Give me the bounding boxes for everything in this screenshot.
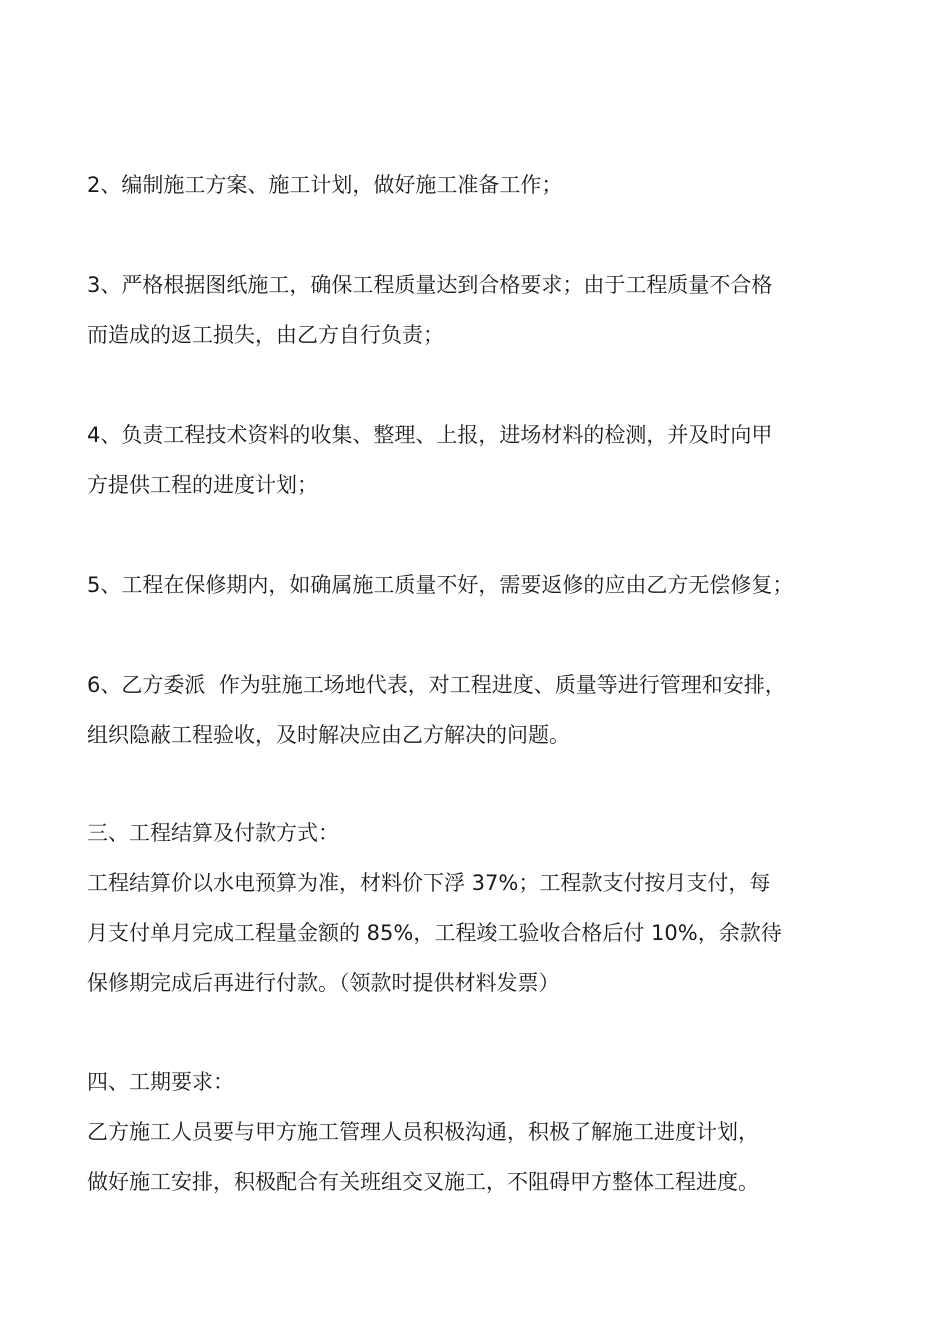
section-3-line-2: 月支付单月完成工程量金额的 85%，工程竣工验收合格后付 10%，余款待 xyxy=(87,921,782,945)
clause-2-line-1: 2、编制施工方案、施工计划，做好施工准备工作； xyxy=(87,173,563,197)
clause-3-line-2: 而造成的返工损失，由乙方自行负责； xyxy=(87,323,444,347)
clause-4-line-2: 方提供工程的进度计划； xyxy=(87,473,318,497)
section-3-line-1: 工程结算价以水电预算为准，材料价下浮 37%；工程款支付按月支付，每 xyxy=(87,871,771,895)
clause-6-line-1: 6、乙方委派 作为驻施工场地代表，对工程进度、质量等进行管理和安排， xyxy=(87,673,786,697)
section-3-heading: 三、工程结算及付款方式： xyxy=(87,821,339,845)
clause-2 xyxy=(87,160,887,210)
clause-6 xyxy=(87,660,887,760)
clause-5 xyxy=(87,560,887,610)
section-3-line-3: 保修期完成后再进行付款。（领款时提供材料发票） xyxy=(87,971,560,995)
section-4-heading: 四、工期要求： xyxy=(87,1070,234,1094)
clause-5-line-1: 5、工程在保修期内，如确属施工质量不好，需要返修的应由乙方无偿修复； xyxy=(87,573,794,597)
clause-6-line-2: 组织隐蔽工程验收，及时解决应由乙方解决的问题。 xyxy=(87,723,570,747)
clause-3 xyxy=(87,260,887,360)
clause-3-line-1: 3、严格根据图纸施工，确保工程质量达到合格要求；由于工程质量不合格 xyxy=(87,273,773,297)
section-4 xyxy=(87,1057,887,1207)
section-4-line-1: 乙方施工人员要与甲方施工管理人员积极沟通，积极了解施工进度计划， xyxy=(87,1120,759,1144)
section-3 xyxy=(87,808,887,1008)
clause-4 xyxy=(87,410,887,510)
clause-4-line-1: 4、负责工程技术资料的收集、整理、上报，进场材料的检测，并及时向甲 xyxy=(87,423,773,447)
section-4-line-2: 做好施工安排，积极配合有关班组交叉施工，不阻碍甲方整体工程进度。 xyxy=(87,1170,759,1194)
